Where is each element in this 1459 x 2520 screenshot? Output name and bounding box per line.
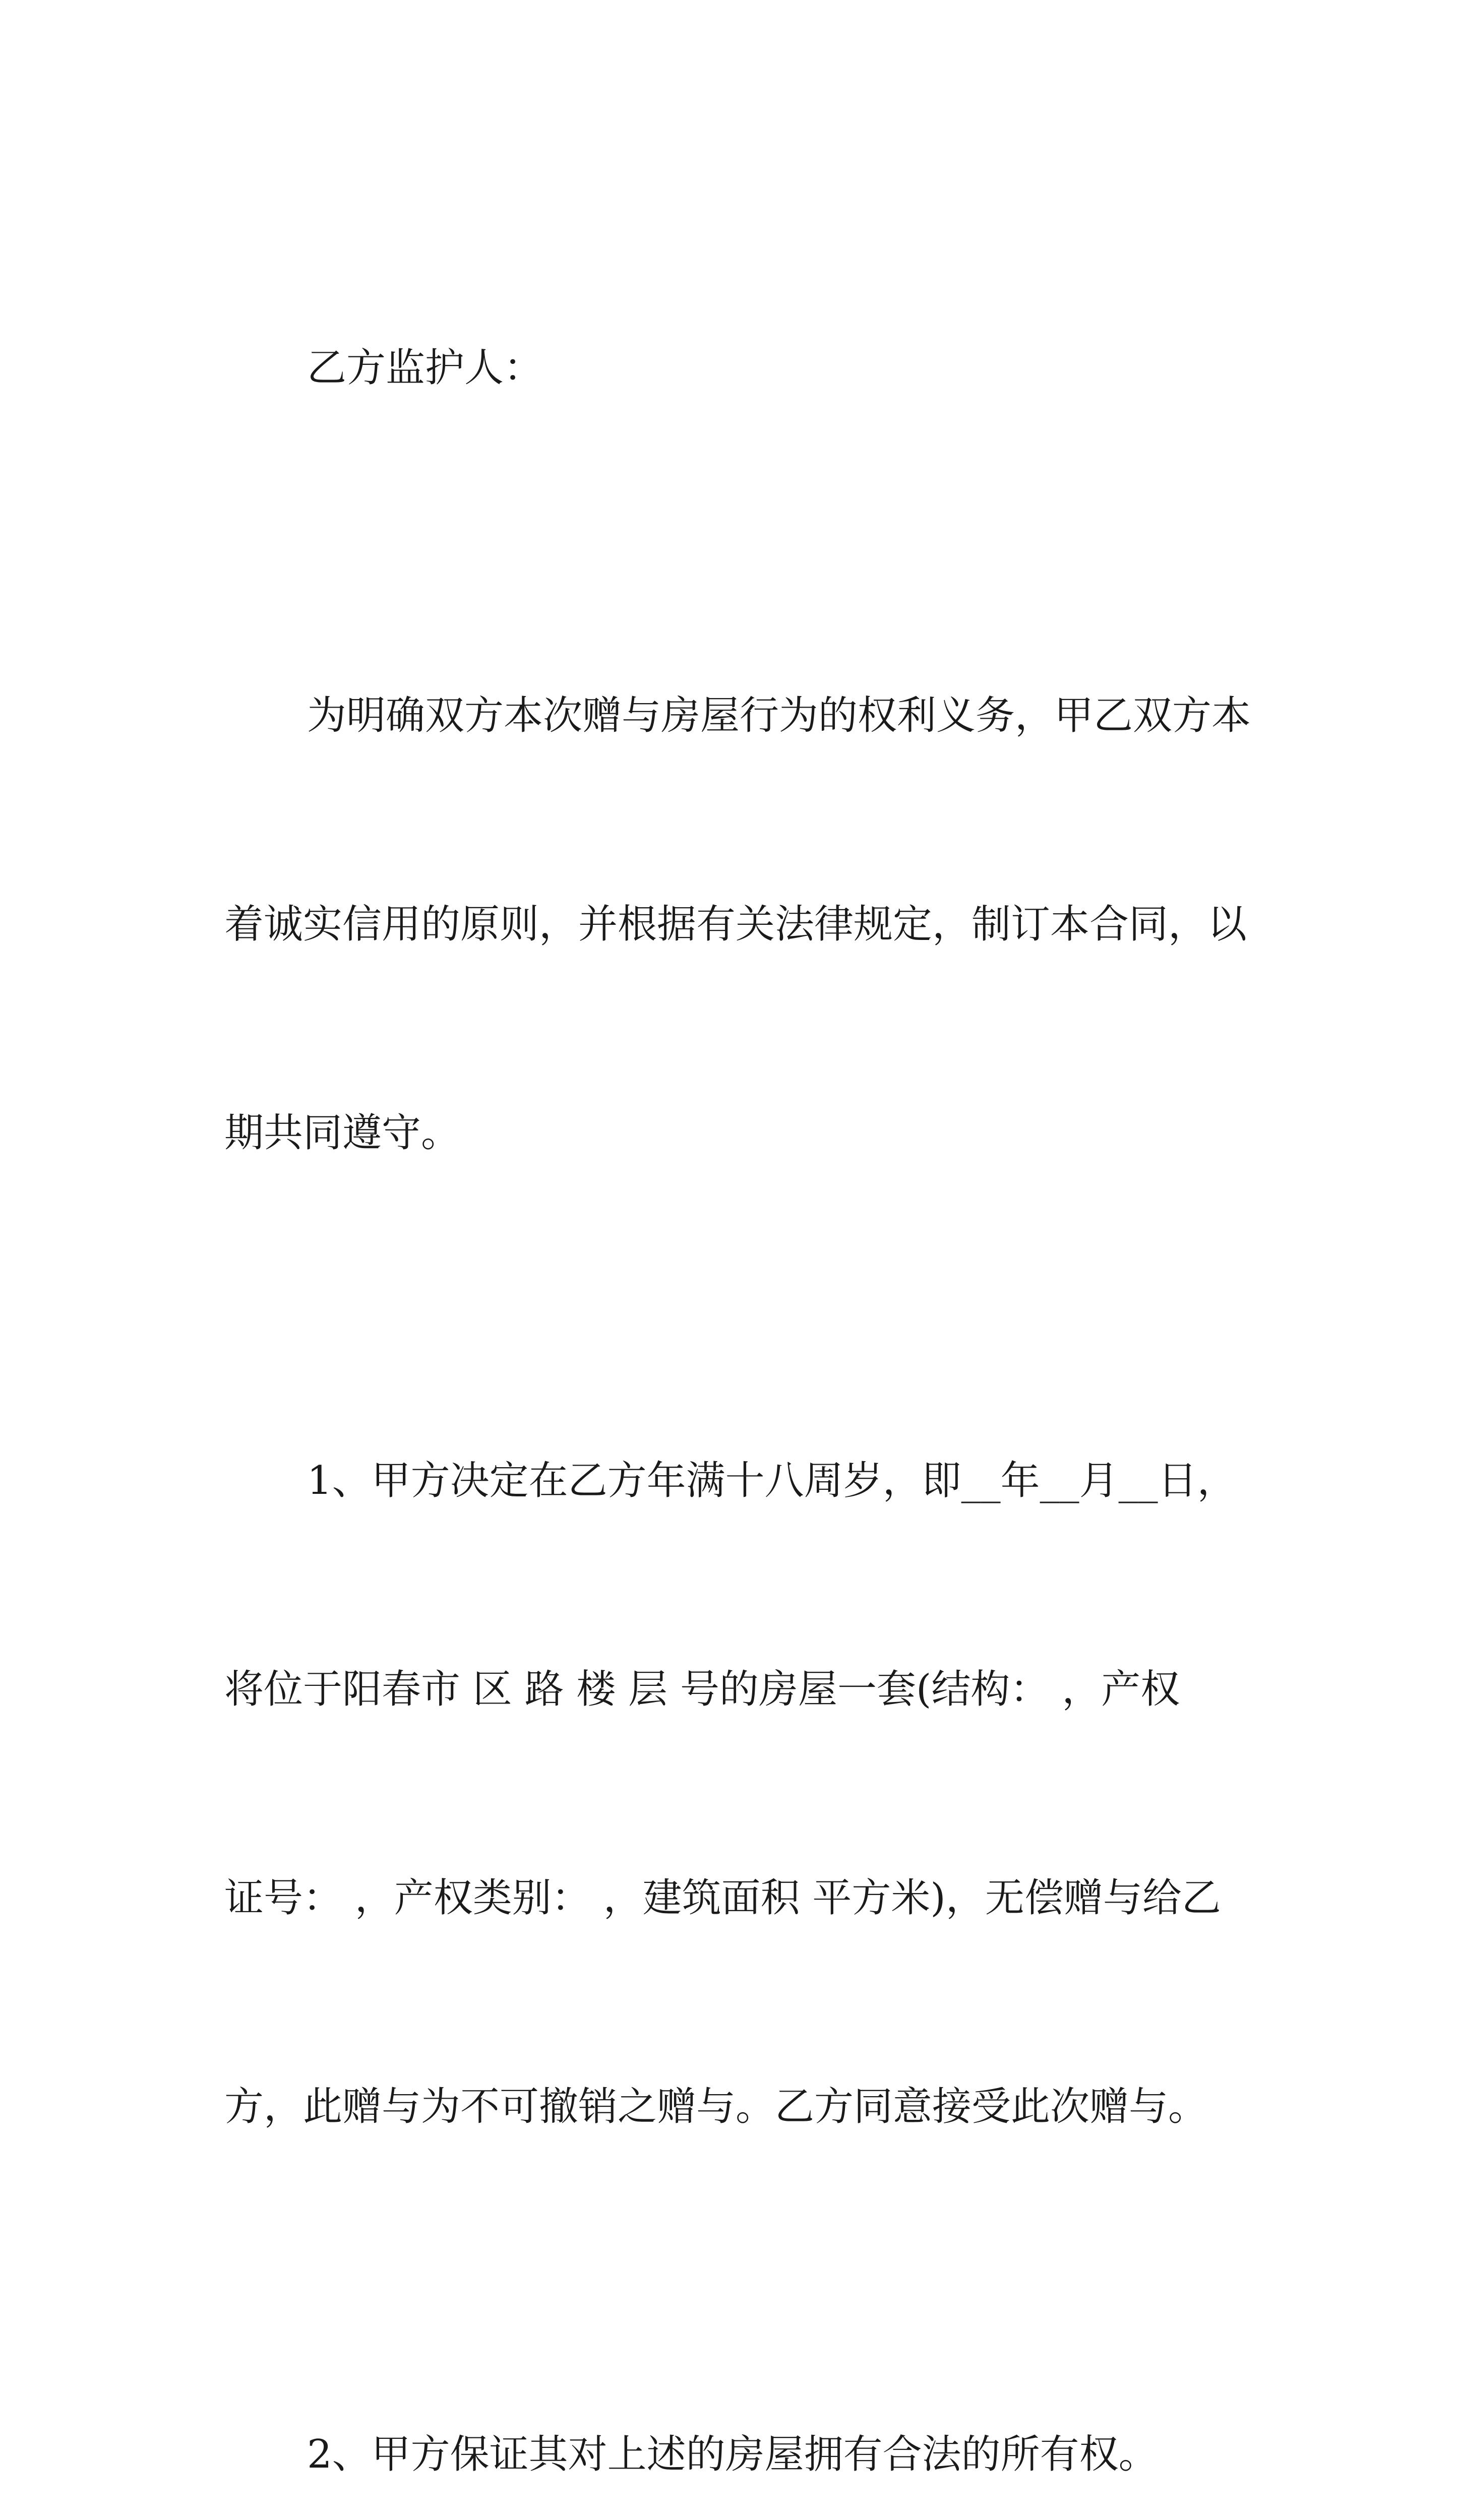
document-page (224, 194, 1258, 2520)
guardian-heading (224, 194, 1258, 542)
text-line: 将位于阳春市 区 路 楼 层 号的房屋一套(结构： ，产权 (224, 1667, 1180, 1712)
text-line: 期共同遵守。 (224, 1110, 461, 1156)
text-line: 1、甲方决定在乙方年满十八周岁，即__年__月__日， (307, 1458, 1237, 1503)
text-line: 证号： ，产权类别： ，建筑面积 平方米)，无偿赠与给乙 (224, 1875, 1221, 1921)
text-line: 方，此赠与为不可撤销之赠与。乙方同意接受此次赠与。 (224, 2084, 1208, 2129)
text-line: 乙方监护人： (307, 345, 543, 391)
text-line: 2、甲方保证其对上述的房屋拥有合法的所有权。 (307, 2432, 1158, 2477)
clause-1 (224, 1307, 1258, 2281)
preamble-paragraph (224, 542, 1258, 1307)
clause-2 (224, 2281, 1258, 2520)
text-line: 着诚实信用的原则，并根据有关法律规定，制订本合同，以 (224, 902, 1247, 947)
text-line: 为明确双方本次赠与房屋行为的权利义务，甲乙双方本 (307, 693, 1251, 738)
